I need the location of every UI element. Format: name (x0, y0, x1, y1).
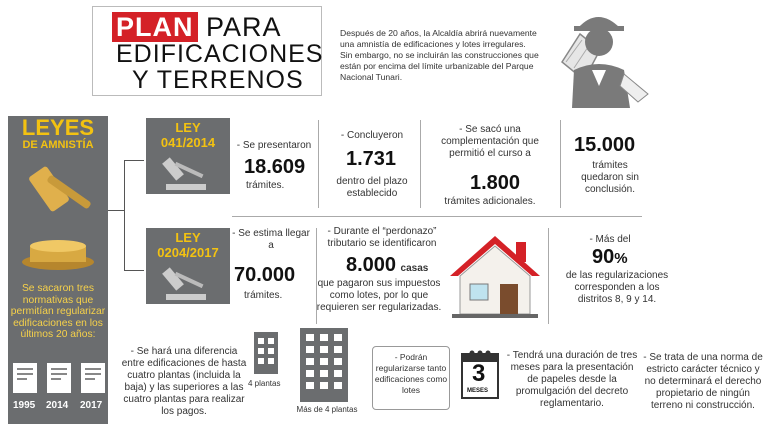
connector (124, 270, 144, 271)
connector (124, 160, 144, 161)
title-edificaciones: EDIFICACIONES (116, 40, 324, 68)
engineer-icon (540, 4, 660, 108)
year-2017: 2017 (80, 400, 103, 411)
ley2-c1-pre: - Se estima llegar a (232, 228, 310, 251)
leyes-subtitle: DE AMNISTÍA (22, 139, 94, 151)
ley1-c1-post: trámites. (246, 180, 285, 191)
ley1-c1-pre: - Se presentaron (236, 140, 312, 151)
gavel-icon (160, 154, 216, 192)
ley1-c2-big: 1.731 (346, 148, 397, 170)
ley2-c3-pct: % (614, 250, 628, 267)
building-small-icon (252, 330, 280, 374)
year-1995: 1995 (13, 400, 36, 411)
gavel-icon (10, 158, 106, 278)
ley1-c3-big: 1.800 (470, 172, 521, 194)
ley1-c2-post: dentro del plazo establecido (336, 176, 408, 199)
ley1-number: 041/2014 (160, 135, 216, 150)
title-terrenos: Y TERRENOS (132, 66, 304, 94)
leyes-title: LEYES (21, 115, 95, 140)
title-plan: PLAN (112, 12, 198, 42)
divider (232, 216, 642, 217)
label-mas-4-plantas: Más de 4 plantas (296, 405, 358, 414)
ley1-c4-post: trámites quedaron sin conclusión. (581, 160, 639, 195)
divider (548, 228, 549, 324)
building-tall-icon (296, 326, 352, 402)
ley2-c3-post: de las regularizaciones corresponden a los distritos 8, 9 y 14. (565, 270, 669, 305)
ley2-c1-post: trámites. (244, 290, 283, 301)
title-para: PARA (206, 12, 282, 42)
ley1-c1-big: 18.609 (244, 156, 306, 178)
document-icon (12, 362, 38, 394)
calendar-unit: MESES (467, 388, 489, 394)
ley2-label: LEY (175, 230, 201, 245)
ley2-c2-big: 8.000 (346, 254, 397, 276)
ley2-c2-suffix: casas (400, 263, 429, 274)
bottom-b3: - Tendrá una duración de tres meses para la presentación de papeles desde la promulgación del decreto reglamentario. (506, 350, 638, 409)
bottom-b2: - Podrán regularizarse tanto edificaciones como lotes (374, 352, 448, 395)
ley1-c3-post: trámites adicionales. (444, 196, 536, 207)
divider (318, 120, 319, 208)
house-icon (446, 232, 544, 322)
ley2-c2-post: que pagaron sus impuestos como lotes, por lo que requieren ser regularizadas. (316, 278, 442, 313)
connector (108, 210, 124, 211)
sidebar-text: Se sacaron tres normativas que permitían regularizar edificaciones en los últimos 20 años: (10, 283, 106, 340)
ley2-c3-big-row (592, 246, 628, 270)
year-2014: 2014 (46, 400, 69, 411)
ley2-c1-big: 70.000 (234, 264, 296, 286)
ley2-number: 0204/2017 (157, 245, 219, 260)
ley2-c2-big-row (346, 254, 428, 276)
divider (560, 120, 561, 208)
gavel-icon (160, 264, 216, 302)
calendar-number: 3 (472, 360, 486, 387)
intro-text: Después de 20 años, la Alcaldía abrirá nuevamente una amnistía de edificaciones y lotes irregulares. Sin embargo, no se incluirán las construcciones que están por encima del límite urbanizable del Parque Nacional Tunari. (340, 28, 539, 82)
ley1-label: LEY (175, 120, 201, 135)
divider (420, 120, 421, 208)
label-4-plantas: 4 plantas (248, 379, 281, 388)
bottom-b1: - Se hará una diferencia entre edificaciones de hasta cuatro plantas (incluida la baja) y las superiores a las cuatro plantas para realizar los pagos. (121, 346, 247, 417)
ley1-c3-pre: - Se sacó una complementación que permitió el curso a (441, 124, 539, 159)
connector (124, 160, 125, 270)
document-icon (46, 362, 72, 394)
bottom-b4: - Se trata de una norma de estricto carácter técnico y no determinará el derecho propietario de ningún terreno ni construcción. (643, 352, 763, 411)
ley2-c3-pre: - Más del (589, 234, 631, 245)
ley1-c4-big: 15.000 (574, 134, 636, 156)
ley2-c2-pre: - Durante el “perdonazo” tributario se identificaron (327, 226, 437, 249)
ley1-c2-pre: - Concluyeron (340, 130, 404, 141)
ley2-c3-big: 90 (592, 246, 615, 268)
document-icon (80, 362, 106, 394)
